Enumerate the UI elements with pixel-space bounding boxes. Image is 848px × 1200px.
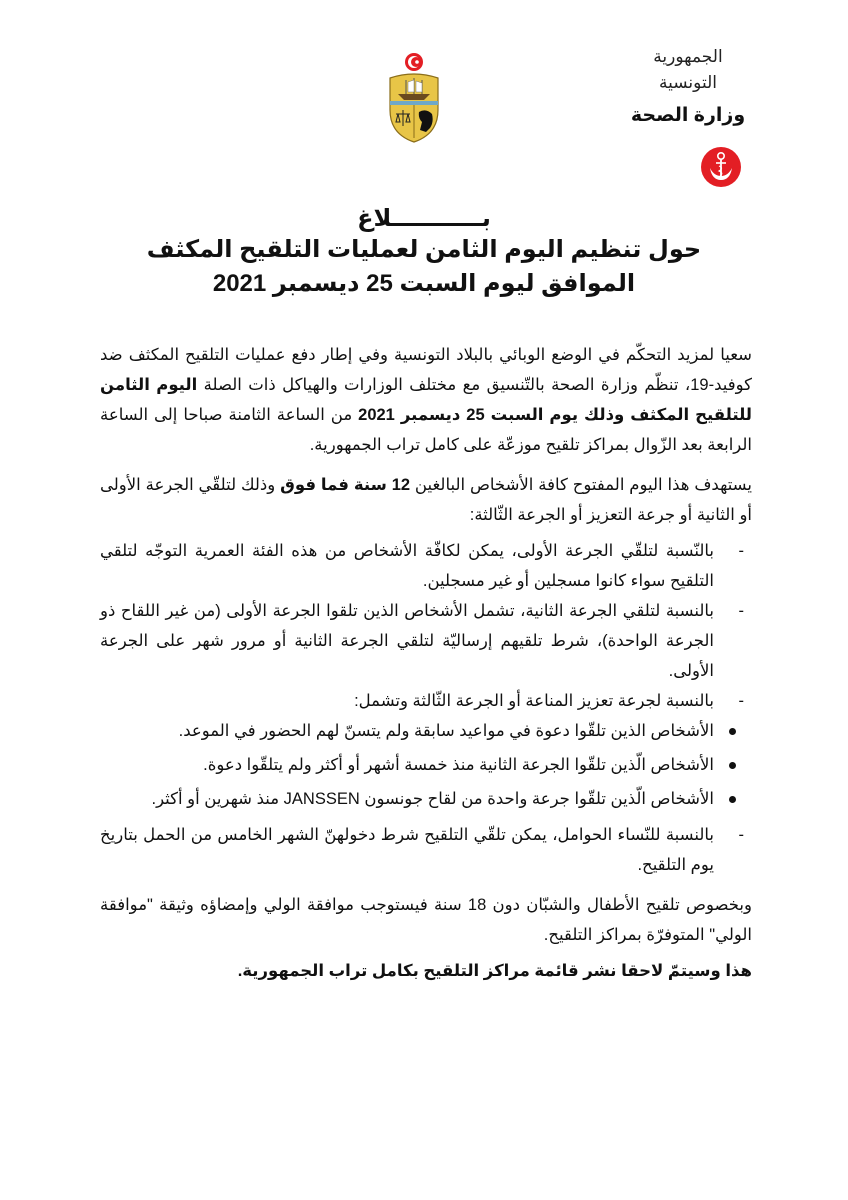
dash-marker: - (738, 826, 744, 844)
target-paragraph (100, 470, 752, 530)
communique-body (100, 340, 752, 992)
target-bold-text: 12 سنة فما فوق (280, 476, 411, 494)
title-communique-label: بـــــــــــلاغ (357, 205, 491, 232)
bullet-text: الأشخاص الذين تلقّوا دعوة في مواعيد سابقة ولم يتسنّ لهم الحضور في الموعد. (178, 722, 714, 740)
target-text: يستهدف هذا اليوم المفتوح كافة الأشخاص البالغين (410, 476, 752, 494)
pregnant-women-list (100, 820, 752, 880)
booster-bullet-list (100, 716, 752, 814)
list-item-text: بالنّسبة لتلقّي الجرعة الأولى، يمكن لكافّة الأشخاص من هذه الفئة العمرية التوجّه لتلقي التلقيح سواء كانوا مسجلين أو غير مسجلين. (100, 542, 714, 590)
bullet-item (100, 784, 752, 814)
bullet-icon (729, 728, 736, 735)
minors-paragraph: وبخصوص تلقيح الأطفال والشبّان دون 18 سنة فيستوجب موافقة الولي وإمضاؤه وثيقة "موافقة الولي" المتوفرّة بمراكز التلقيح. (100, 896, 752, 944)
title-subject: حول تنظيم اليوم الثامن لعمليات التلقيح المكثف (146, 236, 702, 263)
dash-marker: - (738, 542, 744, 560)
eligibility-list (100, 536, 752, 716)
list-item-text: بالنسبة لجرعة تعزيز المناعة أو الجرعة الثّالثة وتشمل: (354, 692, 714, 710)
bullet-item (100, 750, 752, 780)
title-date: الموافق ليوم السبت 25 ديسمبر 2021 (212, 270, 636, 297)
list-item-text: بالنسبة لتلقي الجرعة الثانية، تشمل الأشخاص الذين تلقوا الجرعة الأولى (من غير اللقاح ذو الجرعة الواحدة)، شرط تلقيهم إرساليّة لتلقي الجرعة الثانية أو مرور شهر على الجرعة الأولى. (100, 602, 714, 680)
intro-text-end: من الساعة الثامنة صباحا إلى الساعة الرابعة بعد الزّوال بمراكز تلقيح موزعّة على كامل تراب الجمهورية. (100, 406, 752, 454)
intro-bold-text: اليوم الثامن للتلقيح المكثف وذلك يوم السبت 25 ديسمبر 2021 (100, 376, 752, 424)
closing-statement: هذا وسيتمّ لاحقا نشر قائمة مراكز التلقيح بكامل تراب الجمهورية. (237, 962, 752, 980)
tunisia-coat-of-arms-icon (386, 52, 442, 144)
bullet-text: الأشخاص الّذين تلقّوا جرعة واحدة من لقاح جونسون JANSSEN منذ شهرين أو أكثر. (151, 790, 714, 808)
list-item (100, 820, 752, 880)
bullet-icon (729, 796, 736, 803)
dash-marker: - (738, 692, 744, 710)
dash-marker: - (738, 602, 744, 620)
ministry-of-health-logo-icon (700, 146, 742, 188)
republic-line-2: التونسية (659, 73, 717, 92)
bullet-text: الأشخاص الّذين تلقّوا الجرعة الثانية منذ خمسة أشهر أو أكثر ولم يتلقّوا دعوة. (203, 756, 714, 774)
republic-line-1: الجمهورية (653, 47, 723, 66)
list-item (100, 686, 752, 716)
communique-title (0, 204, 848, 302)
intro-text: سعيا لمزيد التحكّم في الوضع الوبائي بالبلاد التونسية وفي إطار دفع عمليات التلقيح المكثف ضد كوفيد-19، تنظّم وزارة الصحة بالتّنسيق مع مختلف الوزارات والهياكل ذات الصلة (100, 346, 752, 394)
ministry-name: وزارة الصحة (630, 105, 746, 126)
list-item-text: بالنسبة للنّساء الحوامل، يمكن تلقّي التلقيح شرط دخولهنّ الشهر الخامس من الحمل بتاريخ يوم التلقيح. (100, 826, 714, 874)
list-item (100, 536, 752, 596)
organization-header (628, 44, 748, 130)
bullet-item (100, 716, 752, 746)
target-text-end: وذلك لتلقّي الجرعة الأولى أو الثانية أو جرعة التعزيز أو الجرعة الثّالثة: (100, 476, 752, 524)
intro-paragraph (100, 340, 752, 460)
bullet-icon (729, 762, 736, 769)
list-item (100, 596, 752, 686)
